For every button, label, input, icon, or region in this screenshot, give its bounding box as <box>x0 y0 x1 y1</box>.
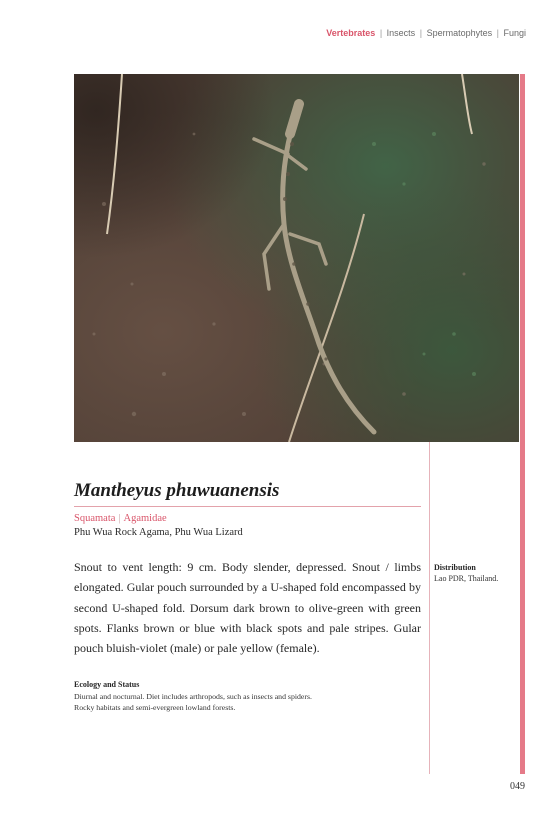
column-divider <box>429 442 430 774</box>
common-names: Phu Wua Rock Agama, Phu Wua Lizard <box>74 527 243 538</box>
nav-item-spermatophytes[interactable]: Spermatophytes <box>426 28 493 38</box>
distribution-heading: Distribution <box>434 563 476 572</box>
nav-separator: | <box>419 28 423 38</box>
taxon-family: Agamidae <box>123 513 167 524</box>
taxon-separator: | <box>118 513 121 524</box>
page-number: 049 <box>510 781 525 792</box>
ecology-line: Rocky habitats and semi-evergreen lowland forests. <box>74 703 236 712</box>
nav-separator: | <box>379 28 383 38</box>
nav-item-vertebrates[interactable]: Vertebrates <box>326 28 376 38</box>
nav-item-insects[interactable]: Insects <box>386 28 416 38</box>
taxonomy-line <box>74 513 167 524</box>
page-accent-bar <box>520 74 525 774</box>
title-rule <box>74 506 421 507</box>
lizard-on-rock-photo <box>74 74 519 442</box>
ecology-heading: Ecology and Status <box>74 680 140 689</box>
ecology-line: Diurnal and nocturnal. Diet includes arthropods, such as insects and spiders. <box>74 692 312 701</box>
section-nav <box>326 28 526 38</box>
taxon-order: Squamata <box>74 513 116 524</box>
species-description: Snout to vent length: 9 cm. Body slender, depressed. Snout / limbs elongated. Gular pouch surrounded by a U-shaped fold encompassed by second U-shaped fold. Dorsum dark brown to olive-green with green spots. Flanks brown or blue with black spots and pale stripes. Gular pouch bluish-violet (male) or pale yellow (female). <box>74 560 421 656</box>
nav-separator: | <box>496 28 499 38</box>
species-scientific-name: Mantheyus phuwuanensis <box>74 480 280 501</box>
nav-item-fungi[interactable]: Fungi <box>503 28 526 38</box>
distribution-text: Lao PDR, Thailand. <box>434 574 499 583</box>
